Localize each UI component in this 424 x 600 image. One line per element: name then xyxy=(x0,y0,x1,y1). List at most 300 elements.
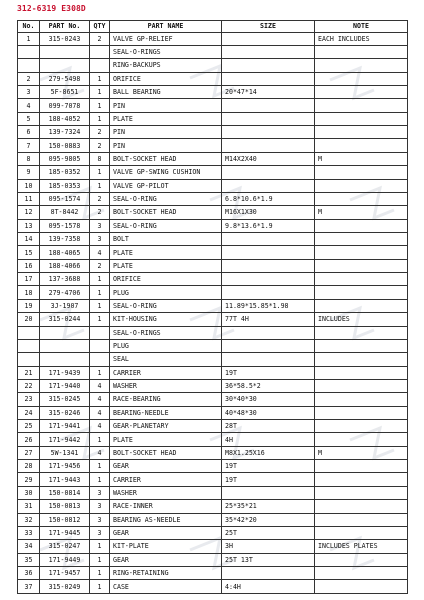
cell-no: 31 xyxy=(18,500,40,513)
cell-part-name: RING-RETAINING xyxy=(110,566,222,579)
table-row xyxy=(18,273,408,286)
table-row xyxy=(18,366,408,379)
cell-part-no xyxy=(40,339,90,352)
cell-no: 5 xyxy=(18,112,40,125)
cell-no: 24 xyxy=(18,406,40,419)
cell-part-name: BOLT xyxy=(110,232,222,245)
cell-size xyxy=(222,139,315,152)
cell-note xyxy=(315,179,408,192)
cell-no: 14 xyxy=(18,232,40,245)
cell-note xyxy=(315,486,408,499)
cell-size: 4H xyxy=(222,433,315,446)
cell-no: 19 xyxy=(18,299,40,312)
cell-part-name: RACE-BEARING xyxy=(110,393,222,406)
cell-no: 21 xyxy=(18,366,40,379)
cell-qty: 4 xyxy=(90,246,110,259)
cell-qty: 4 xyxy=(90,379,110,392)
table-row xyxy=(18,513,408,526)
cell-part-name: GEAR xyxy=(110,460,222,473)
table-row xyxy=(18,45,408,58)
cell-note xyxy=(315,166,408,179)
cell-size: 6.8*10.6*1.9 xyxy=(222,192,315,205)
cell-no: 6 xyxy=(18,126,40,139)
cell-note xyxy=(315,112,408,125)
cell-qty: 8 xyxy=(90,152,110,165)
cell-qty: 2 xyxy=(90,32,110,45)
cell-no xyxy=(18,339,40,352)
table-row xyxy=(18,433,408,446)
cell-part-no: 171-9445 xyxy=(40,526,90,539)
cell-part-no: 171-9440 xyxy=(40,379,90,392)
header-row xyxy=(18,21,408,33)
cell-note: EACH INCLUDES xyxy=(315,32,408,45)
table-row xyxy=(18,566,408,579)
table-header xyxy=(18,21,408,33)
cell-note xyxy=(315,192,408,205)
table-row xyxy=(18,232,408,245)
cell-qty xyxy=(90,59,110,72)
cell-part-no: 185-0352 xyxy=(40,166,90,179)
cell-size xyxy=(222,286,315,299)
cell-part-name: GEAR xyxy=(110,526,222,539)
cell-qty: 1 xyxy=(90,566,110,579)
cell-part-name: PIN xyxy=(110,99,222,112)
cell-note xyxy=(315,232,408,245)
cell-size xyxy=(222,232,315,245)
column-header-no: No. xyxy=(18,21,40,33)
cell-size xyxy=(222,59,315,72)
cell-part-no: 279-4706 xyxy=(40,286,90,299)
cell-no: 33 xyxy=(18,526,40,539)
cell-qty: 2 xyxy=(90,206,110,219)
cell-no: 15 xyxy=(18,246,40,259)
cell-part-name: WASHER xyxy=(110,486,222,499)
cell-qty: 2 xyxy=(90,259,110,272)
cell-no: 35 xyxy=(18,553,40,566)
cell-note xyxy=(315,45,408,58)
table-row xyxy=(18,286,408,299)
cell-part-name: PLATE xyxy=(110,433,222,446)
cell-size: 3H xyxy=(222,540,315,553)
cell-qty: 4 xyxy=(90,446,110,459)
cell-part-no: 137-3688 xyxy=(40,273,90,286)
cell-note xyxy=(315,366,408,379)
cell-size xyxy=(222,259,315,272)
cell-size xyxy=(222,339,315,352)
cell-part-no: 095-1574 xyxy=(40,192,90,205)
cell-qty xyxy=(90,353,110,366)
table-row xyxy=(18,353,408,366)
cell-qty: 1 xyxy=(90,366,110,379)
cell-part-no: 095-9805 xyxy=(40,152,90,165)
cell-qty: 4 xyxy=(90,406,110,419)
table-row xyxy=(18,326,408,339)
cell-qty: 1 xyxy=(90,86,110,99)
cell-part-name: PLATE xyxy=(110,112,222,125)
cell-qty: 1 xyxy=(90,166,110,179)
cell-qty: 3 xyxy=(90,500,110,513)
cell-size xyxy=(222,273,315,286)
cell-part-name: GEAR-PLANETARY xyxy=(110,420,222,433)
cell-qty: 1 xyxy=(90,286,110,299)
cell-part-name: PIN xyxy=(110,139,222,152)
cell-size: 25T 13T xyxy=(222,553,315,566)
cell-part-no: 171-9441 xyxy=(40,420,90,433)
cell-note xyxy=(315,393,408,406)
cell-no: 2 xyxy=(18,72,40,85)
cell-part-name: WASHER xyxy=(110,379,222,392)
cell-note xyxy=(315,553,408,566)
table-row xyxy=(18,473,408,486)
cell-note xyxy=(315,72,408,85)
cell-size xyxy=(222,486,315,499)
cell-part-no: 095-1578 xyxy=(40,219,90,232)
cell-part-no xyxy=(40,45,90,58)
table-row xyxy=(18,166,408,179)
cell-note xyxy=(315,433,408,446)
cell-qty: 3 xyxy=(90,486,110,499)
table-row xyxy=(18,500,408,513)
cell-size: 19T xyxy=(222,460,315,473)
cell-part-name: PLATE xyxy=(110,259,222,272)
column-header-part-no: PART No. xyxy=(40,21,90,33)
cell-note xyxy=(315,580,408,594)
cell-size: 40*48*30 xyxy=(222,406,315,419)
cell-qty: 1 xyxy=(90,179,110,192)
cell-note xyxy=(315,99,408,112)
cell-size: 36*58.5*2 xyxy=(222,379,315,392)
cell-size xyxy=(222,179,315,192)
table-row xyxy=(18,32,408,45)
cell-part-name: SEAL-O-RING xyxy=(110,299,222,312)
cell-note: INCLUDES PLATES xyxy=(315,540,408,553)
cell-part-no xyxy=(40,326,90,339)
cell-qty: 1 xyxy=(90,433,110,446)
cell-size: M14X2X40 xyxy=(222,152,315,165)
cell-part-name: PIN xyxy=(110,126,222,139)
cell-note xyxy=(315,139,408,152)
cell-note xyxy=(315,353,408,366)
cell-no: 4 xyxy=(18,99,40,112)
table-row xyxy=(18,112,408,125)
table-row xyxy=(18,192,408,205)
cell-note xyxy=(315,339,408,352)
column-header-note: NOTE xyxy=(315,21,408,33)
cell-part-no: 315-0243 xyxy=(40,32,90,45)
cell-part-name: KIT-HOUSING xyxy=(110,313,222,326)
cell-size xyxy=(222,45,315,58)
cell-part-name: BOLT-SOCKET HEAD xyxy=(110,152,222,165)
cell-no: 8 xyxy=(18,152,40,165)
cell-no: 37 xyxy=(18,580,40,594)
table-row xyxy=(18,526,408,539)
cell-part-no: 171-9443 xyxy=(40,473,90,486)
cell-part-no xyxy=(40,59,90,72)
cell-part-name: BEARING AS-NEEDLE xyxy=(110,513,222,526)
table-row xyxy=(18,446,408,459)
cell-no: 3 xyxy=(18,86,40,99)
cell-part-name: ORIFICE xyxy=(110,72,222,85)
cell-part-name: SEAL xyxy=(110,353,222,366)
cell-note xyxy=(315,246,408,259)
cell-part-no: 171-9439 xyxy=(40,366,90,379)
cell-size xyxy=(222,326,315,339)
cell-part-no: 8T-8442 xyxy=(40,206,90,219)
cell-part-name: VALVE GP-SWING CUSHION xyxy=(110,166,222,179)
cell-no: 22 xyxy=(18,379,40,392)
cell-note xyxy=(315,86,408,99)
cell-no: 32 xyxy=(18,513,40,526)
cell-size: M8X1.25X16 xyxy=(222,446,315,459)
cell-qty: 1 xyxy=(90,112,110,125)
cell-note xyxy=(315,259,408,272)
cell-part-name: GEAR xyxy=(110,553,222,566)
table-row xyxy=(18,313,408,326)
cell-qty xyxy=(90,326,110,339)
cell-no: 25 xyxy=(18,420,40,433)
cell-size: 35*42*20 xyxy=(222,513,315,526)
cell-part-name: SEAL-O-RING xyxy=(110,219,222,232)
table-row xyxy=(18,460,408,473)
cell-size xyxy=(222,112,315,125)
cell-part-name: RACE-INNER xyxy=(110,500,222,513)
cell-qty: 4 xyxy=(90,420,110,433)
cell-note xyxy=(315,406,408,419)
cell-qty: 1 xyxy=(90,460,110,473)
cell-note xyxy=(315,299,408,312)
cell-part-no: 150-0814 xyxy=(40,486,90,499)
table-row xyxy=(18,406,408,419)
cell-note: M xyxy=(315,206,408,219)
cell-no: 30 xyxy=(18,486,40,499)
cell-size: 77T 4H xyxy=(222,313,315,326)
document-title: 312-6319 E308D xyxy=(17,4,86,13)
cell-part-name: SEAL-O-RING xyxy=(110,192,222,205)
cell-part-no: 171-9456 xyxy=(40,460,90,473)
table-row xyxy=(18,420,408,433)
cell-part-name: PLUG xyxy=(110,286,222,299)
cell-part-name: PLUG xyxy=(110,339,222,352)
cell-qty: 2 xyxy=(90,139,110,152)
cell-no: 26 xyxy=(18,433,40,446)
cell-no: 12 xyxy=(18,206,40,219)
table-row xyxy=(18,206,408,219)
cell-part-no: 171-9457 xyxy=(40,566,90,579)
cell-qty: 2 xyxy=(90,192,110,205)
cell-note xyxy=(315,286,408,299)
table-row xyxy=(18,540,408,553)
cell-no xyxy=(18,353,40,366)
cell-size: M16X1X30 xyxy=(222,206,315,219)
table-row xyxy=(18,259,408,272)
cell-size: 28T xyxy=(222,420,315,433)
cell-part-name: KIT-PLATE xyxy=(110,540,222,553)
cell-part-name: CARRIER xyxy=(110,366,222,379)
cell-size: 9.8*13.6*1.9 xyxy=(222,219,315,232)
cell-no: 13 xyxy=(18,219,40,232)
table-row xyxy=(18,339,408,352)
cell-part-no: 5W-1341 xyxy=(40,446,90,459)
cell-size: 4:4H xyxy=(222,580,315,594)
cell-part-no: 171-9449 xyxy=(40,553,90,566)
cell-no: 17 xyxy=(18,273,40,286)
cell-part-name: CARRIER xyxy=(110,473,222,486)
parts-table xyxy=(17,20,408,594)
cell-qty: 1 xyxy=(90,313,110,326)
cell-note xyxy=(315,273,408,286)
cell-part-name: RING-BACKUPS xyxy=(110,59,222,72)
cell-part-no: 279-5498 xyxy=(40,72,90,85)
cell-size xyxy=(222,246,315,259)
cell-part-no: 188-4052 xyxy=(40,112,90,125)
cell-no: 16 xyxy=(18,259,40,272)
cell-part-name: ORIFICE xyxy=(110,273,222,286)
cell-part-name: CASE xyxy=(110,580,222,594)
cell-note: INCLUDES xyxy=(315,313,408,326)
cell-part-no: 5F-8651 xyxy=(40,86,90,99)
table-row xyxy=(18,179,408,192)
cell-qty xyxy=(90,339,110,352)
cell-note xyxy=(315,219,408,232)
cell-part-no: 188-4065 xyxy=(40,246,90,259)
table-row xyxy=(18,393,408,406)
cell-part-name: BOLT-SOCKET HEAD xyxy=(110,206,222,219)
table-row xyxy=(18,72,408,85)
cell-qty xyxy=(90,45,110,58)
cell-note xyxy=(315,59,408,72)
cell-part-no: 099-7078 xyxy=(40,99,90,112)
cell-qty: 1 xyxy=(90,553,110,566)
cell-no xyxy=(18,59,40,72)
table-row xyxy=(18,86,408,99)
cell-part-no: 315-0249 xyxy=(40,580,90,594)
cell-qty: 3 xyxy=(90,513,110,526)
cell-part-name: BALL BEARING xyxy=(110,86,222,99)
cell-no: 29 xyxy=(18,473,40,486)
cell-size: 11.89*15.85*1.98 xyxy=(222,299,315,312)
cell-qty: 1 xyxy=(90,473,110,486)
cell-part-no xyxy=(40,353,90,366)
table-row xyxy=(18,126,408,139)
cell-qty: 1 xyxy=(90,299,110,312)
cell-note xyxy=(315,326,408,339)
cell-no: 18 xyxy=(18,286,40,299)
cell-size: 19T xyxy=(222,473,315,486)
cell-part-no: 315-0244 xyxy=(40,313,90,326)
cell-no: 11 xyxy=(18,192,40,205)
cell-note xyxy=(315,500,408,513)
cell-size: 20*47*14 xyxy=(222,86,315,99)
column-header-size: SIZE xyxy=(222,21,315,33)
cell-size: 19T xyxy=(222,366,315,379)
cell-part-name: VALVE GP-RELIEF xyxy=(110,32,222,45)
cell-part-name: SEAL-O-RINGS xyxy=(110,326,222,339)
table-row xyxy=(18,139,408,152)
cell-no: 10 xyxy=(18,179,40,192)
cell-qty: 1 xyxy=(90,273,110,286)
table-row xyxy=(18,219,408,232)
table-row xyxy=(18,299,408,312)
cell-note xyxy=(315,473,408,486)
cell-no: 23 xyxy=(18,393,40,406)
cell-part-no: 139-7324 xyxy=(40,126,90,139)
cell-part-no: 188-4066 xyxy=(40,259,90,272)
table-row xyxy=(18,59,408,72)
column-header-qty: QTY xyxy=(90,21,110,33)
cell-no xyxy=(18,326,40,339)
cell-size xyxy=(222,166,315,179)
table-row xyxy=(18,152,408,165)
cell-part-no: 171-9442 xyxy=(40,433,90,446)
cell-size xyxy=(222,72,315,85)
cell-part-no: 3J-1907 xyxy=(40,299,90,312)
cell-no: 20 xyxy=(18,313,40,326)
cell-no: 9 xyxy=(18,166,40,179)
cell-size xyxy=(222,353,315,366)
cell-note xyxy=(315,460,408,473)
cell-part-no: 150-0813 xyxy=(40,500,90,513)
cell-qty: 3 xyxy=(90,526,110,539)
cell-no xyxy=(18,45,40,58)
cell-note: M xyxy=(315,152,408,165)
cell-qty: 1 xyxy=(90,580,110,594)
cell-qty: 1 xyxy=(90,72,110,85)
cell-note xyxy=(315,126,408,139)
cell-note xyxy=(315,379,408,392)
cell-no: 27 xyxy=(18,446,40,459)
cell-qty: 3 xyxy=(90,232,110,245)
cell-part-no: 139-7358 xyxy=(40,232,90,245)
cell-qty: 1 xyxy=(90,99,110,112)
table-row xyxy=(18,553,408,566)
cell-qty: 3 xyxy=(90,219,110,232)
cell-size xyxy=(222,566,315,579)
cell-size xyxy=(222,32,315,45)
column-header-part-name: PART NAME xyxy=(110,21,222,33)
table-row xyxy=(18,379,408,392)
cell-part-no: 150-0883 xyxy=(40,139,90,152)
cell-part-name: PLATE xyxy=(110,246,222,259)
table-row xyxy=(18,580,408,594)
cell-part-name: SEAL-O-RINGS xyxy=(110,45,222,58)
cell-qty: 4 xyxy=(90,393,110,406)
table-body xyxy=(18,32,408,593)
cell-size: 25*35*21 xyxy=(222,500,315,513)
cell-part-no: 185-0353 xyxy=(40,179,90,192)
cell-part-no: 315-0246 xyxy=(40,406,90,419)
table-row xyxy=(18,99,408,112)
cell-part-name: VALVE GP-PILOT xyxy=(110,179,222,192)
cell-no: 7 xyxy=(18,139,40,152)
cell-part-name: BEARING-NEEDLE xyxy=(110,406,222,419)
cell-no: 28 xyxy=(18,460,40,473)
cell-note xyxy=(315,513,408,526)
cell-note xyxy=(315,566,408,579)
cell-note xyxy=(315,420,408,433)
cell-note: M xyxy=(315,446,408,459)
cell-note xyxy=(315,526,408,539)
cell-qty: 1 xyxy=(90,540,110,553)
cell-part-no: 315-0247 xyxy=(40,540,90,553)
cell-part-name: BOLT-SOCKET HEAD xyxy=(110,446,222,459)
table-row xyxy=(18,486,408,499)
cell-size xyxy=(222,126,315,139)
cell-no: 36 xyxy=(18,566,40,579)
cell-size: 30*40*30 xyxy=(222,393,315,406)
table-row xyxy=(18,246,408,259)
cell-qty: 2 xyxy=(90,126,110,139)
cell-part-no: 315-0245 xyxy=(40,393,90,406)
